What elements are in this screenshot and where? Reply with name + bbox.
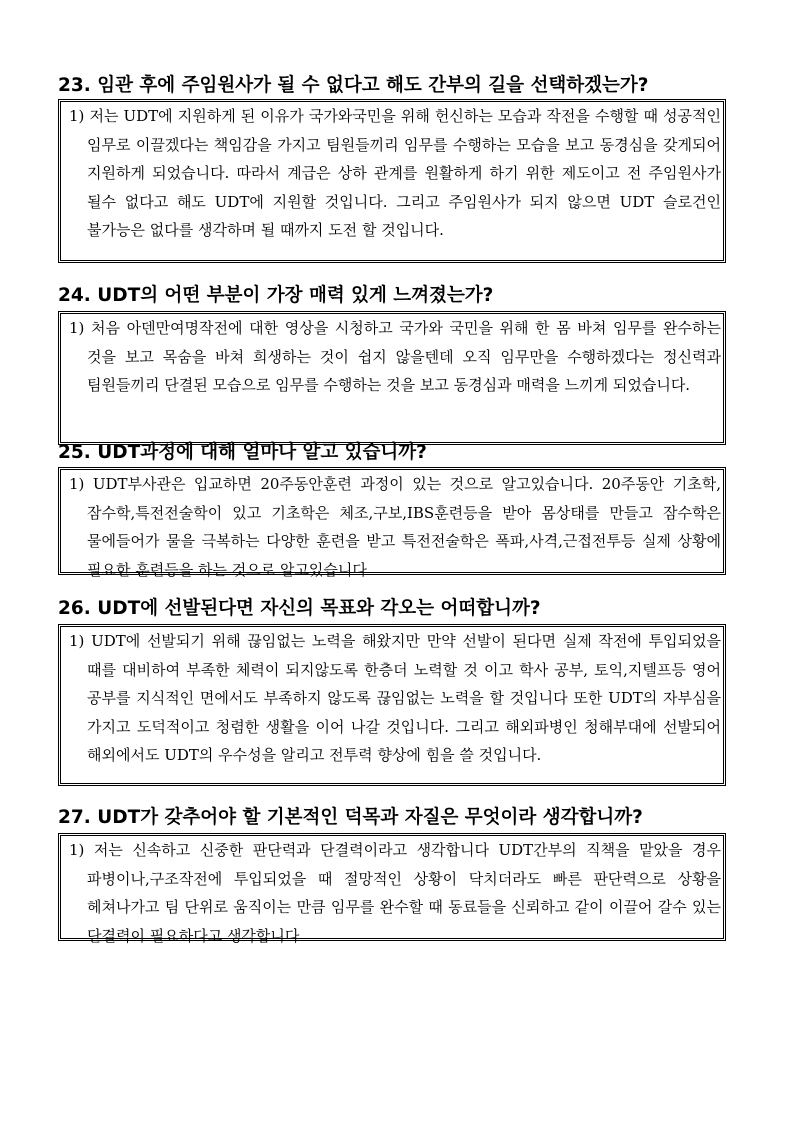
answer-27-text: 1) 저는 신속하고 신중한 판단력과 단결력이라고 생각합니다 UDT간부의 직책을 맡았을 경우 파병이나,구조작전에 투입되었을 때 절망적인 상황이 닥치더라도 빠른 판단력으로 상황을 헤쳐나가고 팀 단위로 움직이는 만큼 임무를 완수할 때 동료들을 신뢰하고 같이 이끌어 갈수 있는 단결력이 필요하다고 생각합니다 [69,841,721,945]
answer-25-text: 1) UDT부사관은 입교하면 20주동안훈련 과정이 있는 것으로 알고있습니다. 20주동안 기초학,잠수학,특전전술학이 있고 기초학은 체조,구보,IBS훈련등을 받아 몸상태를 만들고 잠수학은 물에들어가 물을 극복하는 다양한 훈련을 받고 특전전술학은 폭파,사격,근접전투등 실제 상황에 필요한 훈련등을 하는 것으로 알고있습니다 [69,475,721,579]
question-24-heading: 24. UDT의 어떤 부분이 가장 매력 있게 느껴졌는가? [58,285,494,306]
answer-26-box [58,624,726,786]
answer-24-box [58,311,726,445]
answer-27-box [58,833,726,945]
answer-24-text: 1) 처음 아덴만여명작전에 대한 영상을 시청하고 국가와 국민을 위해 한 몸 바쳐 임무를 완수하는 것을 보고 목숨을 바쳐 희생하는 것이 쉽지 않을텐데 오직 임무만을 수행하겠다는 정신력과 팀원들끼리 단결된 모습으로 임무를 수행하는 것을 보고 동경심과 매력을 느끼게 되었습니다. [69,319,721,394]
answer-23-box [58,99,726,263]
question-27-heading: 27. UDT가 갖추어야 할 기본적인 덕목과 자질은 무엇이라 생각합니까? [58,807,643,828]
answer-25-box [58,467,726,579]
question-26-heading: 26. UDT에 선발된다면 자신의 목표와 각오는 어떠합니까? [58,598,541,619]
question-25-heading: 25. UDT과정에 대해 얼마나 알고 있습니까? [58,442,427,463]
answer-23-text: 1) 저는 UDT에 지원하게 된 이유가 국가와국민을 위해 헌신하는 모습과 작전을 수행할 때 성공적인 임무로 이끌겠다는 책임감을 가지고 팀원들끼리 임무를 수행하는 모습을 보고 동경심을 갖게되어 지원하게 되었습니다. 따라서 계급은 상하 관계를 원활하게 하기 위한 제도이고 전 주임원사가 될수 없다고 해도 UDT에 지원할 것입니다. 그리고 주임원사가 되지 않으면 UDT 슬로건인 불가능은 없다를 생각하며 될 때까지 도전 할 것입니다. [69,107,721,239]
question-23-heading: 23. 임관 후에 주임원사가 될 수 없다고 해도 간부의 길을 선택하겠는가? [58,75,649,96]
answer-26-text: 1) UDT에 선발되기 위해 끊임없는 노력을 해왔지만 만약 선발이 된다면 실제 작전에 투입되었을 때를 대비하여 부족한 체력이 되지않도록 한층더 노력할 것 이고 학사 공부, 토익,지텔프등 영어 공부를 지식적인 면에서도 부족하지 않도록 끊임없는 노력을 할 것입니다 또한 UDT의 자부심을 가지고 도덕적이고 청렴한 생활을 이어 나갈 것입니다. 그리고 해외파병인 청해부대에 선발되어 해외에서도 UDT의 우수성을 알리고 전투력 향상에 힘을 쓸 것입니다. [69,632,721,764]
